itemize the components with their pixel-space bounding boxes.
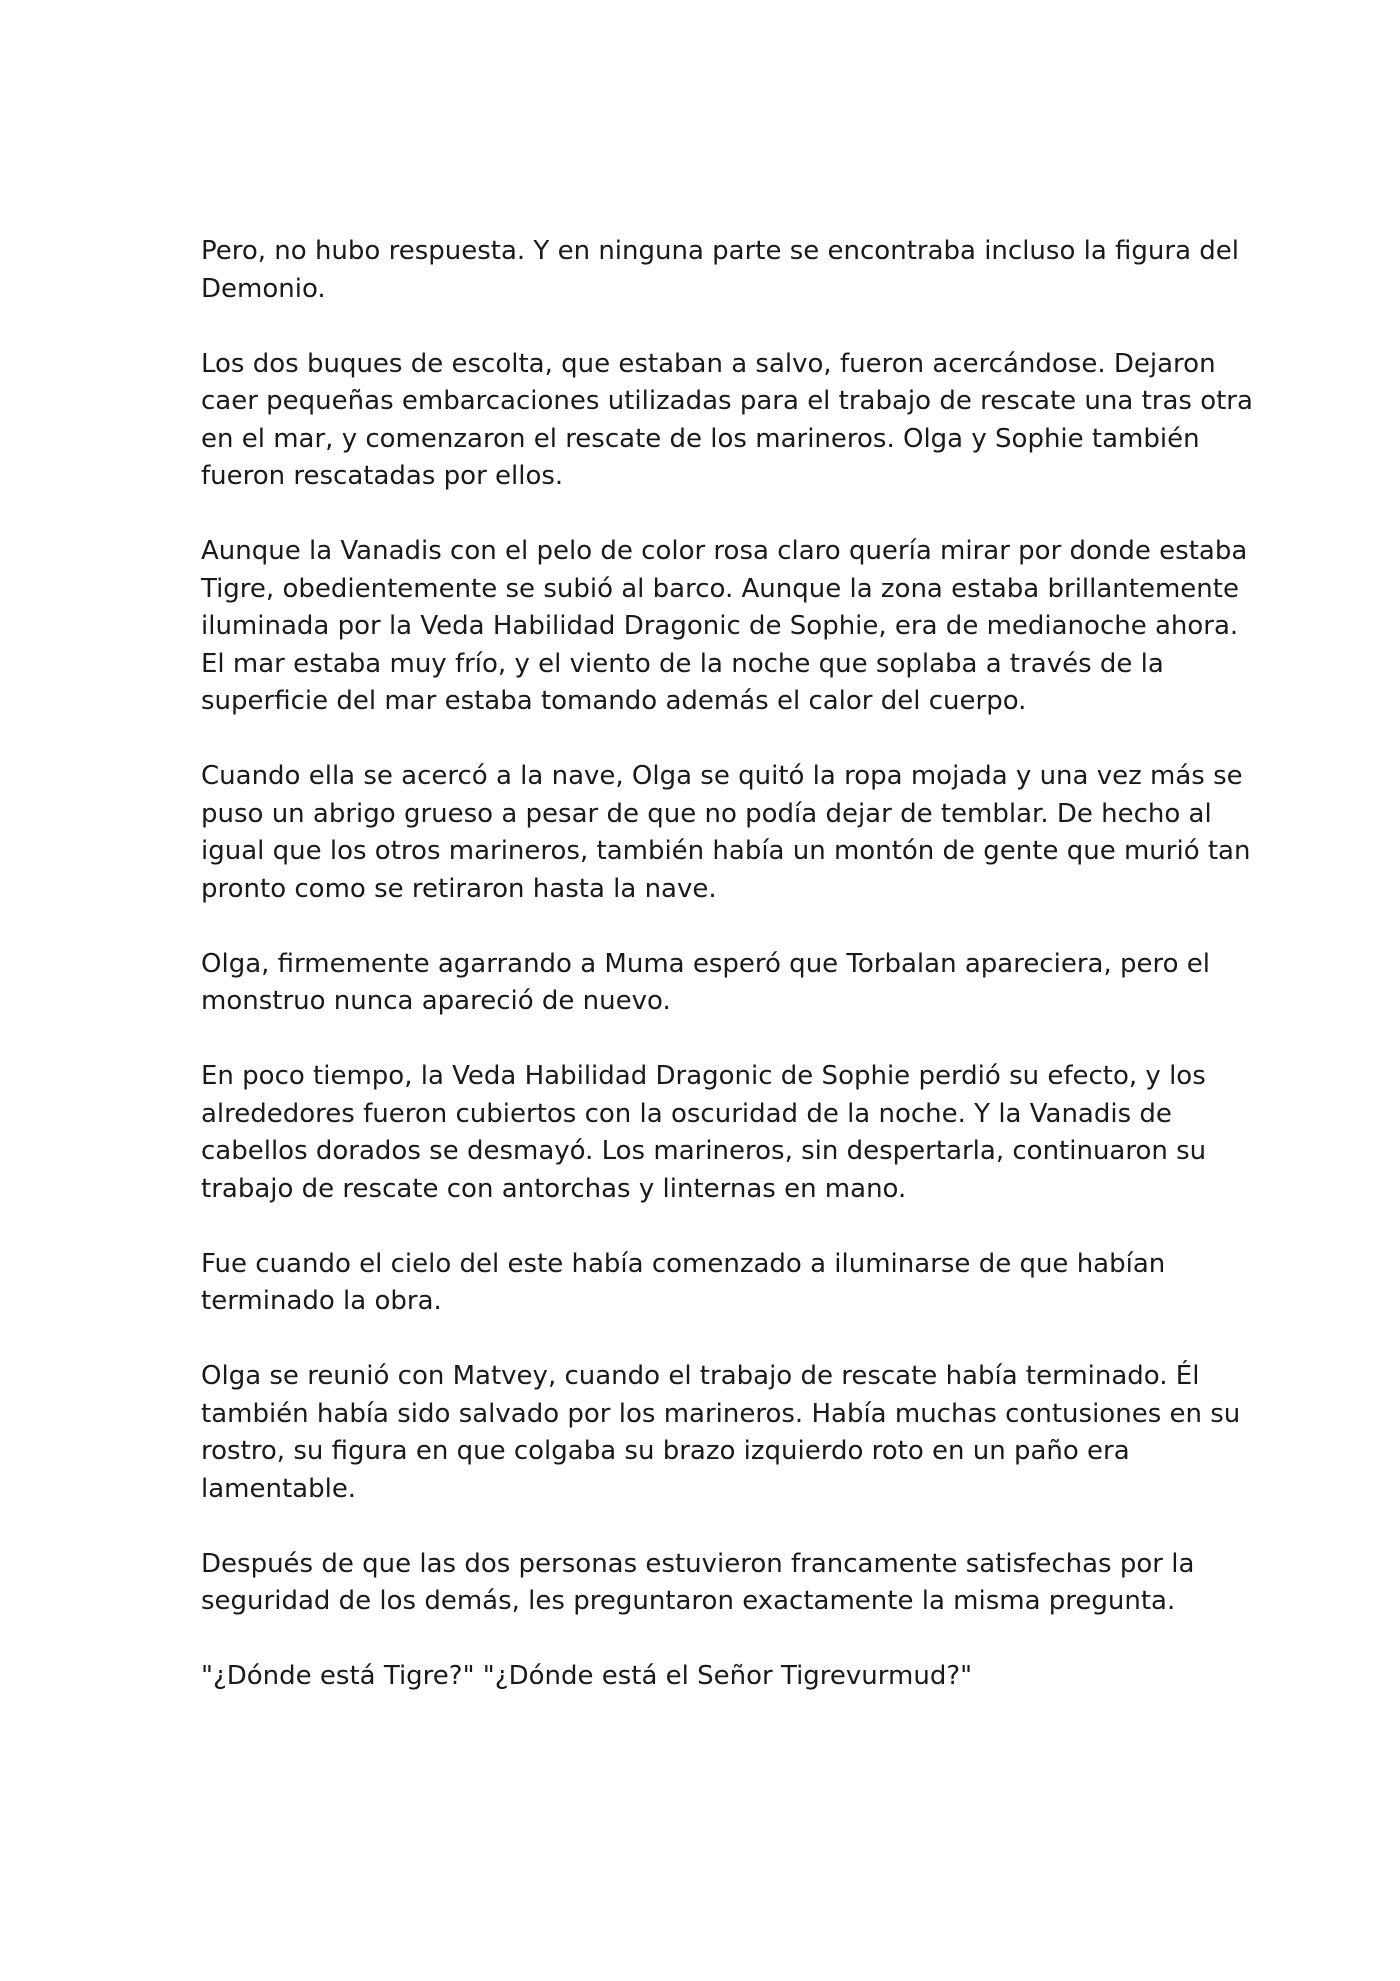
paragraph: [201, 233, 1240, 308]
paragraph: [201, 758, 1251, 908]
paragraph: [201, 1058, 1211, 1208]
text-line: Los dos buques de escolta, que estaban a salvo, fueron acercándose. Dejaron: [201, 348, 1216, 379]
document-body: [201, 233, 1253, 1733]
paragraph: [201, 533, 1248, 721]
paragraph: [201, 1358, 1241, 1508]
text-line: cabellos dorados se desmayó. Los marineros, sin despertarla, continuaron su: [201, 1136, 1207, 1166]
paragraph: [201, 346, 1253, 496]
text-line: lamentable.: [201, 1473, 357, 1504]
text-line: también había sido salvado por los marineros. Había muchas contusiones en su: [201, 1398, 1241, 1429]
text-line: Después de que las dos personas estuvieron francamente satisfechas por la: [201, 1548, 1195, 1579]
text-line: fueron rescatadas por ellos.: [201, 461, 564, 491]
paragraph: [201, 1658, 1211, 1696]
text-line: pronto como se retiraron hasta la nave.: [201, 873, 717, 904]
text-line: monstruo nunca apareció de nuevo.: [201, 986, 671, 1016]
text-line: Tigre, obedientemente se subió al barco. Aunque la zona estaba brillantemente: [201, 573, 1239, 604]
text-line: alrededores fueron cubiertos con la oscuridad de la noche. Y la Vanadis de: [201, 1098, 1172, 1129]
text-line: Fue cuando el cielo del este había comenzado a iluminarse de que habían: [201, 1248, 1166, 1279]
text-line: Demonio.: [201, 273, 326, 304]
text-line: En poco tiempo, la Veda Habilidad Dragonic de Sophie perdió su efecto, y los: [201, 1061, 1206, 1091]
text-line: Olga se reunió con Matvey, cuando el trabajo de rescate había terminado. Él: [201, 1361, 1200, 1391]
text-line: puso un abrigo grueso a pesar de que no podía dejar de temblar. De hecho al: [201, 798, 1212, 829]
text-line: rostro, su figura en que colgaba su brazo izquierdo roto en un paño era: [201, 1436, 1130, 1466]
text-line: El mar estaba muy frío, y el viento de la noche que soplaba a través de la: [201, 648, 1164, 679]
paragraph: [201, 1546, 1211, 1621]
text-line: caer pequeñas embarcaciones utilizadas para el trabajo de rescate una tras otra: [201, 386, 1253, 416]
text-line: igual que los otros marineros, también había un montón de gente que murió tan: [201, 836, 1251, 866]
text-line: seguridad de los demás, les preguntaron exactamente la misma pregunta.: [201, 1586, 1176, 1616]
paragraph: [201, 946, 1211, 1021]
text-line: "¿Dónde está Tigre?" "¿Dónde está el Señor Tigrevurmud?": [201, 1661, 973, 1691]
text-line: Pero, no hubo respuesta. Y en ninguna parte se encontraba incluso la figura del: [201, 236, 1240, 266]
text-line: trabajo de rescate con antorchas y linternas en mano.: [201, 1173, 907, 1204]
text-line: superficie del mar estaba tomando además el calor del cuerpo.: [201, 686, 1027, 716]
text-line: terminado la obra.: [201, 1286, 442, 1316]
text-line: Olga, firmemente agarrando a Muma esperó que Torbalan apareciera, pero el: [201, 948, 1210, 979]
text-line: Aunque la Vanadis con el pelo de color rosa claro quería mirar por donde estaba: [201, 536, 1248, 566]
text-line: Cuando ella se acercó a la nave, Olga se quitó la ropa mojada y una vez más se: [201, 761, 1243, 791]
text-line: iluminada por la Veda Habilidad Dragonic de Sophie, era de medianoche ahora.: [201, 611, 1239, 641]
paragraph: [201, 1246, 1211, 1321]
text-line: en el mar, y comenzaron el rescate de los marineros. Olga y Sophie también: [201, 423, 1200, 454]
